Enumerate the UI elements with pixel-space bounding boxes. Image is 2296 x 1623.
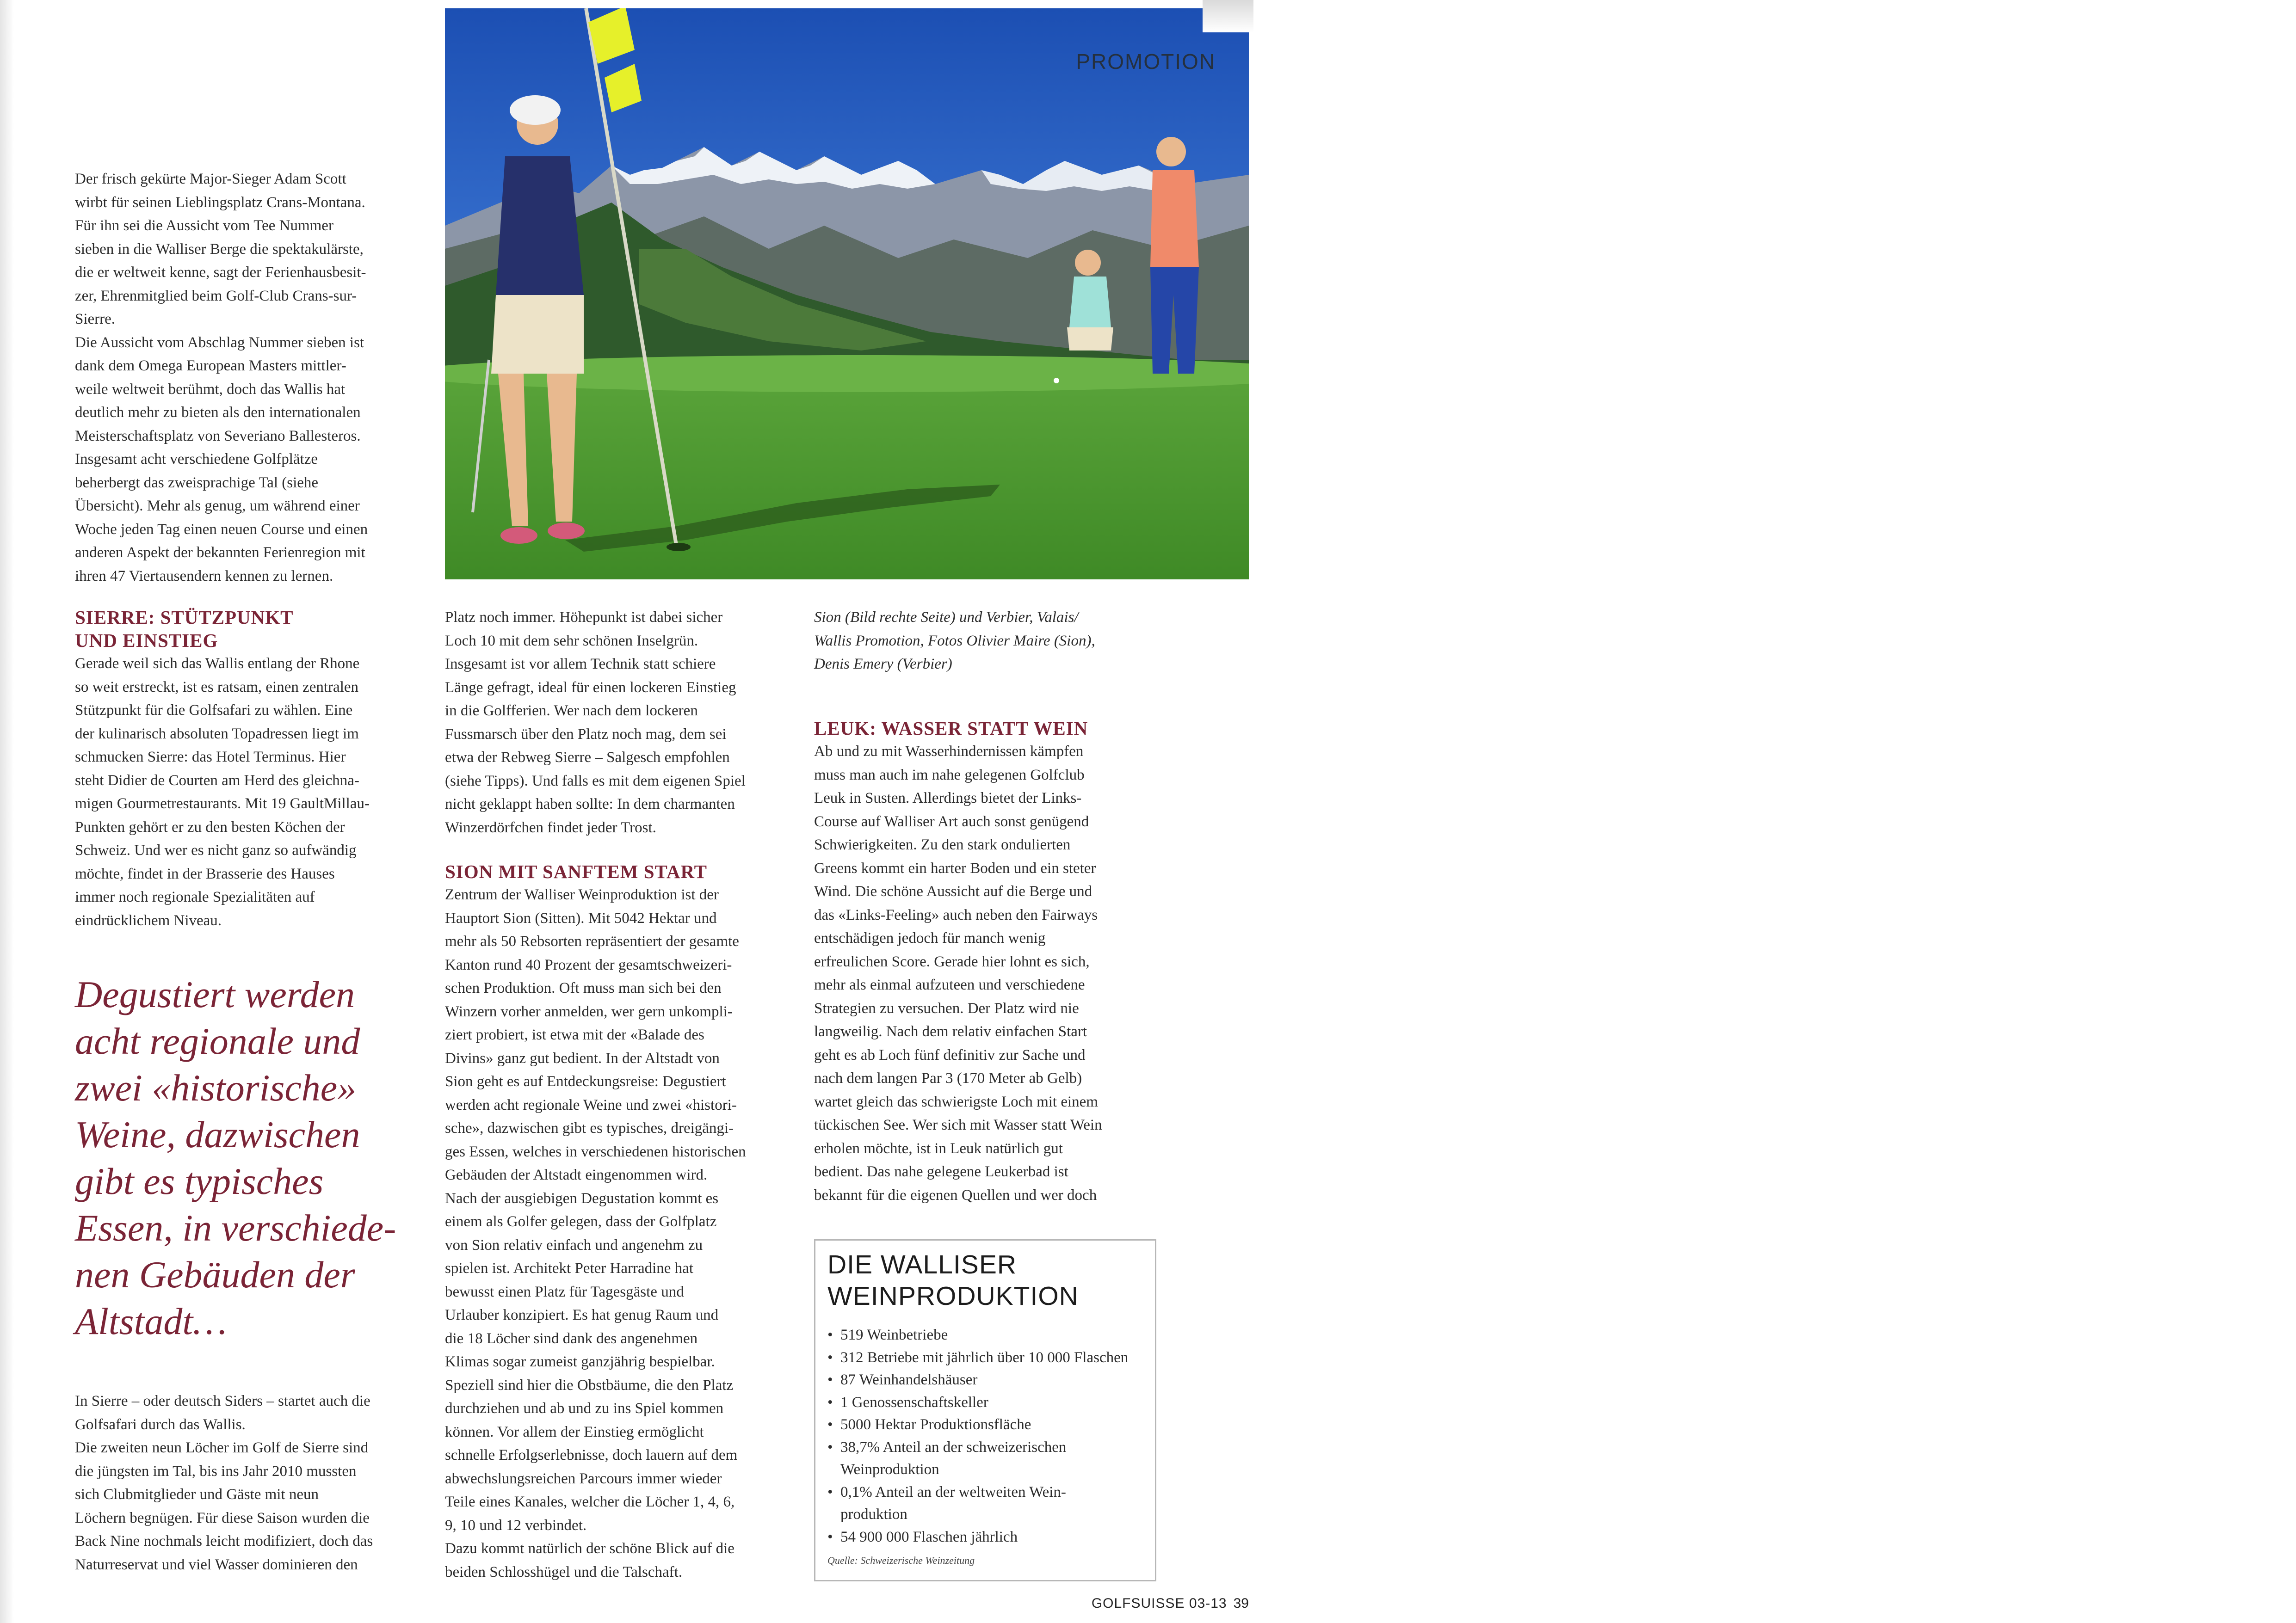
leuk-line: Greens kommt ein harter Boden und ein steter <box>814 860 1096 877</box>
leuk-line: Wind. Die schöne Aussicht auf die Berge und <box>814 883 1092 900</box>
bullet-icon: • <box>827 1327 833 1343</box>
sierre-golf-line: Back Nine nochmals leicht modifiziert, doch das <box>75 1533 373 1549</box>
wine-box-title-line: WEINPRODUKTION <box>827 1281 1079 1311</box>
sierre-course-line: (siehe Tipps). Und falls es mit dem eigenen Spiel <box>445 772 746 789</box>
leuk-section <box>814 717 1166 1207</box>
sion-line: abwechslungsreichen Parcours immer wieder <box>445 1470 722 1487</box>
sierre-section <box>75 606 426 932</box>
wine-fact-item <box>827 1369 1143 1391</box>
leuk-line: nach dem langen Par 3 (170 Meter ab Gelb) <box>814 1070 1082 1087</box>
sion-line: 9, 10 und 12 verbindet. <box>445 1517 587 1534</box>
scan-shadow-top <box>1203 0 1253 32</box>
bullet-icon: • <box>827 1394 833 1411</box>
leuk-line: wartet gleich das schwierigste Loch mit einem <box>814 1093 1098 1110</box>
wine-fact-item <box>827 1391 1143 1414</box>
intro-line: zer, Ehrenmitglied beim Golf-Club Crans-sur- <box>75 287 357 304</box>
wine-facts-box <box>814 1239 1156 1581</box>
sierre-line: schmucken Sierre: das Hotel Terminus. Hier <box>75 749 346 765</box>
bullet-icon: • <box>827 1439 833 1456</box>
sierre-course-line: Fussmarsch über den Platz noch mag, dem sei <box>445 725 727 743</box>
pull-quote-line: gibt es typisches <box>75 1160 324 1202</box>
wine-box-title-line: DIE WALLISER <box>827 1250 1017 1279</box>
sion-line: Nach der ausgiebigen Degustation kommt es <box>445 1190 719 1207</box>
sierre-golf-line: Golfsafari durch das Wallis. <box>75 1416 246 1433</box>
leuk-body <box>814 740 1166 1207</box>
leuk-line: muss man auch im nahe gelegenen Golfclub <box>814 766 1085 783</box>
sierre-line: Stützpunkt für die Golfsafari zu wählen. Eine <box>75 702 353 719</box>
sierre-line: der kulinarisch absoluten Topadressen liegt im <box>75 725 359 742</box>
sion-line: bewusst einen Platz für Tagesgäste und <box>445 1283 684 1300</box>
pull-quote-line: zwei «historische» <box>75 1067 357 1109</box>
leuk-line: das «Links-Feeling» auch neben den Fairways <box>814 906 1098 923</box>
caption-line: Denis Emery (Verbier) <box>814 656 952 672</box>
blank-facing-page <box>1249 0 2296 1623</box>
wine-fact-item <box>827 1324 1143 1346</box>
sierre-line: Punkten gehört er zu den besten Köchen der <box>75 818 345 836</box>
leuk-line: geht es ab Loch fünf definitiv zur Sache und <box>814 1046 1086 1064</box>
scan-shadow-left <box>0 0 14 1623</box>
sion-line: Zentrum der Walliser Weinproduktion ist der <box>445 886 719 903</box>
sierre-golf-line: In Sierre – oder deutsch Siders – startet auch die <box>75 1393 370 1409</box>
sierre-line: Gerade weil sich das Wallis entlang der Rhone <box>75 655 360 672</box>
sion-body <box>445 883 796 1584</box>
leuk-line: langweilig. Nach dem relativ einfachen Start <box>814 1023 1087 1040</box>
bullet-icon: • <box>827 1349 833 1366</box>
intro-line: Meisterschaftsplatz von Severiano Ballesteros. <box>75 427 361 444</box>
bullet-icon: • <box>827 1416 833 1433</box>
leuk-line: erholen möchte, ist in Leuk natürlich gut <box>814 1140 1063 1157</box>
bullet-icon: • <box>827 1528 833 1545</box>
sierre-line: möchte, findet in der Brasserie des Hauses <box>75 865 335 882</box>
leuk-line: erfreulichen Score. Gerade hier lohnt es sich, <box>814 953 1090 970</box>
sierre-course-line: Insgesamt ist vor allem Technik statt schiere <box>445 656 716 672</box>
sion-section <box>445 860 796 1584</box>
intro-line: deutlich mehr zu bieten als den internationalen <box>75 404 361 421</box>
sion-line: werden acht regionale Weine und zwei «histori- <box>445 1096 737 1113</box>
intro-line: dank dem Omega European Masters mittler- <box>75 357 346 374</box>
wine-fact-text: 312 Betriebe mit jährlich über 10 000 Flaschen <box>840 1349 1129 1366</box>
sierre-course-line: Loch 10 mit dem sehr schönen Inselgrün. <box>445 632 698 649</box>
pull-quote-line: Weine, dazwischen <box>75 1113 360 1156</box>
sion-line: einem als Golfer gelegen, dass der Golfplatz <box>445 1213 717 1230</box>
leuk-line: Course auf Walliser Art auch sonst genügend <box>814 813 1089 830</box>
sierre-golf-text <box>75 1389 426 1576</box>
sierre-course-line: etwa der Rebweg Sierre – Salgesch empfohlen <box>445 749 730 766</box>
pull-quote-line: nen Gebäuden der <box>75 1254 355 1296</box>
sion-line: Klimas sogar zumeist ganzjährig bespielbar. <box>445 1353 715 1370</box>
sion-heading: SION MIT SANFTEM START <box>445 861 707 882</box>
intro-line: Insgesamt acht verschiedene Golfplätze <box>75 451 318 467</box>
sion-line: ges Essen, welches in verschiedenen historischen <box>445 1143 746 1160</box>
promotion-label: PROMOTION <box>1076 49 1216 74</box>
sion-line: Urlauber konzipiert. Es hat genug Raum und <box>445 1307 719 1323</box>
sion-line: Speziell sind hier die Obstbäume, die den Platz <box>445 1377 734 1394</box>
wine-fact-item <box>827 1346 1143 1369</box>
intro-line: die er weltweit kenne, sagt der Ferienhausbesit- <box>75 264 366 281</box>
intro-line: wirbt für seinen Lieblingsplatz Crans-Montana. <box>75 194 365 211</box>
sierre-golf-line: Die zweiten neun Löcher im Golf de Sierre sind <box>75 1439 369 1456</box>
sion-line: Dazu kommt natürlich der schöne Blick auf die <box>445 1540 734 1557</box>
wine-fact-text: 519 Weinbetriebe <box>840 1327 948 1343</box>
intro-text <box>75 167 426 588</box>
sion-line: die 18 Löcher sind dank des angenehmen <box>445 1330 698 1347</box>
sierre-golf-line: Naturreservat und viel Wasser dominieren den <box>75 1556 358 1573</box>
sierre-golf-line: die jüngsten im Tal, bis ins Jahr 2010 mussten <box>75 1463 357 1480</box>
pull-quote-line: Degustiert werden <box>75 973 355 1015</box>
magazine-brand: GOLFSUISSE 03-13 <box>1091 1596 1227 1611</box>
intro-line: anderen Aspekt der bekannten Ferienregion mit <box>75 544 365 561</box>
sion-line: ziert probiert, ist etwa mit der «Balade des <box>445 1027 704 1043</box>
bullet-icon: • <box>827 1483 833 1500</box>
sion-line: schen Produktion. Oft muss man sich bei den <box>445 980 722 996</box>
leuk-line: tückischen See. Wer sich mit Wasser statt Wein <box>814 1117 1102 1133</box>
wine-box-source: Quelle: Schweizerische Weinzeitung <box>827 1555 975 1566</box>
sierre-body <box>75 652 426 932</box>
sion-line: beiden Schlosshügel und die Talschaft. <box>445 1563 683 1580</box>
golf-photo <box>445 8 1249 579</box>
sierre-line: eindrücklichem Niveau. <box>75 912 222 929</box>
wine-fact-text: 54 900 000 Flaschen jährlich <box>840 1528 1018 1545</box>
intro-line: Die Aussicht vom Abschlag Nummer sieben ist <box>75 334 364 351</box>
sierre-course-line: Länge gefragt, ideal für einen lockeren Einstieg <box>445 679 736 696</box>
pull-quote <box>75 971 426 1345</box>
sierre-line: migen Gourmetrestaurants. Mit 19 GaultMillau- <box>75 795 370 812</box>
intro-line: weile weltweit berühmt, doch das Wallis hat <box>75 381 346 398</box>
sierre-golf-line: sich Clubmitglieder und Gäste mit neun <box>75 1486 319 1503</box>
leuk-line: Leuk in Susten. Allerdings bietet der Links- <box>814 790 1082 806</box>
sierre-course-line: Winzerdörfchen findet jeder Trost. <box>445 819 656 836</box>
sierre-line: Schweiz. Und wer es nicht ganz so aufwändig <box>75 842 357 859</box>
wine-fact-item <box>827 1526 1143 1549</box>
wine-fact-text: 0,1% Anteil an der weltweiten Wein- <box>840 1483 1066 1500</box>
leuk-line: entschädigen jedoch für manch wenig <box>814 930 1046 947</box>
sierre-line: immer noch regionale Spezialitäten auf <box>75 889 315 905</box>
sierre-course-line: nicht geklappt haben sollte: In dem charmanten <box>445 796 735 812</box>
leuk-line: Strategien zu versuchen. Der Platz wird nie <box>814 1000 1079 1017</box>
golf-photo-icon <box>445 8 1249 579</box>
sion-line: schnelle Erfolgserlebnisse, doch lauern auf dem <box>445 1447 738 1463</box>
sion-line: Sion geht es auf Entdeckungsreise: Degustiert <box>445 1073 726 1090</box>
intro-line: Woche jeden Tag einen neuen Course und einen <box>75 521 368 538</box>
page-number: 39 <box>1233 1596 1249 1611</box>
intro-line: Für ihn sei die Aussicht vom Tee Nummer <box>75 217 333 234</box>
wine-facts-list <box>827 1324 1143 1548</box>
sion-line: Winzern vorher anmelden, wer gern unkompli- <box>445 1003 733 1020</box>
wine-fact-item <box>827 1414 1143 1436</box>
photo-caption <box>814 606 1166 676</box>
wine-fact-text: 87 Weinhandelshäuser <box>840 1371 978 1388</box>
sion-line: durchziehen und ab und zu ins Spiel kommen <box>445 1400 724 1417</box>
sierre-course-text <box>445 606 796 839</box>
intro-line: sieben in die Walliser Berge die spektakulärste, <box>75 240 364 258</box>
caption-line: Wallis Promotion, Fotos Olivier Maire (Sion), <box>814 632 1095 649</box>
leuk-line: Ab und zu mit Wasserhindernissen kämpfen <box>814 743 1084 760</box>
leuk-heading: LEUK: WASSER STATT WEIN <box>814 718 1088 739</box>
wine-fact-text: 5000 Hektar Produktionsfläche <box>840 1416 1031 1433</box>
leuk-line: Schwierigkeiten. Zu den stark ondulierten <box>814 836 1071 853</box>
intro-line: beherbergt das zweisprachige Tal (siehe <box>75 474 319 491</box>
sion-line: können. Vor allem der Einstieg ermöglicht <box>445 1423 704 1440</box>
wine-fact-text: 1 Genossenschaftskeller <box>840 1394 988 1411</box>
leuk-line: mehr als einmal aufzuteen und verschiedene <box>814 977 1085 993</box>
sion-line: Gebäuden der Altstadt eingenommen wird. <box>445 1167 708 1183</box>
sion-line: Teile eines Kanales, welcher die Löcher 1, 4, 6, <box>445 1494 735 1510</box>
intro-line: ihren 47 Viertausendern kennen zu lernen. <box>75 567 333 584</box>
sierre-line: steht Didier de Courten am Herd des gleichna- <box>75 772 359 789</box>
wine-fact-text: produktion <box>840 1506 907 1523</box>
sierre-heading-line: SIERRE: STÜTZPUNKT <box>75 607 294 628</box>
pull-quote-line: Essen, in verschiede- <box>75 1207 396 1249</box>
sierre-course-line: Platz noch immer. Höhepunkt ist dabei sicher <box>445 609 723 626</box>
wine-fact-text: 38,7% Anteil an der schweizerischen <box>840 1439 1067 1456</box>
sion-line: Divins» ganz gut bedient. In der Altstadt von <box>445 1050 720 1067</box>
bullet-icon: • <box>827 1371 833 1388</box>
wine-fact-text: Weinproduktion <box>840 1461 939 1478</box>
wine-fact-item <box>827 1436 1143 1481</box>
sierre-heading <box>75 606 426 652</box>
intro-line: Der frisch gekürte Major-Sieger Adam Scott <box>75 171 346 187</box>
sion-line: spielen ist. Architekt Peter Harradine hat <box>445 1260 693 1277</box>
wine-box-title <box>827 1249 1143 1312</box>
sion-line: sche», dazwischen gibt es typisches, dreigängi- <box>445 1120 734 1137</box>
pull-quote-line: Altstadt… <box>75 1300 227 1342</box>
wine-fact-item <box>827 1481 1143 1526</box>
sierre-heading-line: UND EINSTIEG <box>75 630 218 651</box>
sierre-course-line: in die Golfferien. Wer nach dem lockeren <box>445 702 698 719</box>
sierre-line: so weit erstreckt, ist es ratsam, einen zentralen <box>75 678 359 695</box>
leuk-line: bedient. Das nahe gelegene Leukerbad ist <box>814 1163 1068 1180</box>
sion-line: Hauptort Sion (Sitten). Mit 5042 Hektar und <box>445 910 717 927</box>
intro-line: Übersicht). Mehr als genug, um während einer <box>75 498 360 514</box>
caption-line: Sion (Bild rechte Seite) und Verbier, Valais/ <box>814 609 1079 626</box>
leuk-line: bekannt für die eigenen Quellen und wer doch <box>814 1187 1097 1204</box>
sierre-golf-line: Löchern begnügen. Für diese Saison wurden die <box>75 1509 370 1526</box>
sion-line: von Sion relativ einfach und angenehm zu <box>445 1236 703 1254</box>
sion-line: Kanton rund 40 Prozent der gesamtschweizeri- <box>445 956 732 973</box>
intro-line: Sierre. <box>75 311 116 327</box>
page-footer <box>1064 1596 1249 1611</box>
pull-quote-line: acht regionale und <box>75 1020 360 1062</box>
sion-line: mehr als 50 Rebsorten repräsentiert der gesamte <box>445 933 739 950</box>
